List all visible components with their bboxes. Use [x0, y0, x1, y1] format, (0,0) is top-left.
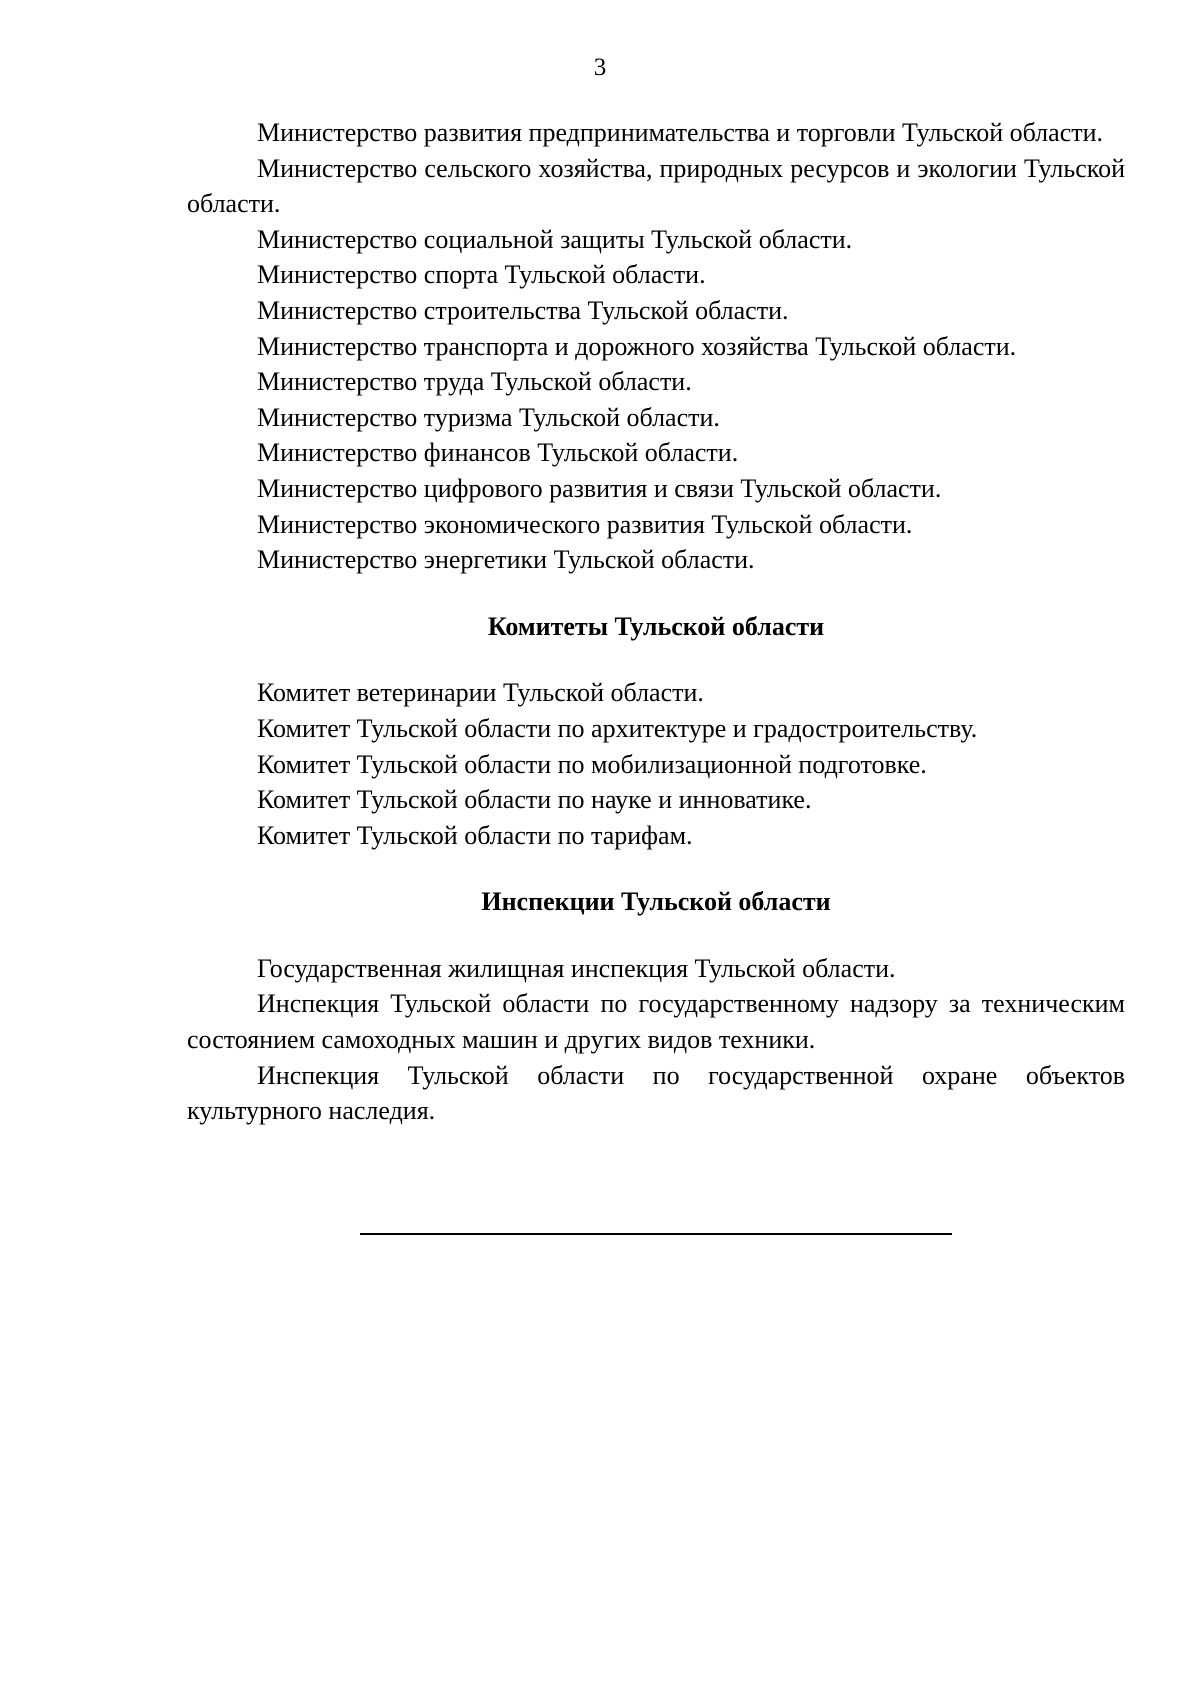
ministry-item: Министерство труда Тульской области.	[257, 367, 692, 397]
inspection-item: Государственная жилищная инспекция Тульской области.	[257, 953, 896, 983]
committee-item: Комитет Тульской области по тарифам.	[257, 820, 693, 850]
inspections-heading: Инспекции Тульской области	[481, 887, 831, 917]
ministry-item: Министерство социальной защиты Тульской области.	[257, 224, 853, 254]
ministry-item: Министерство сельского хозяйства, природных ресурсов и экологии Тульской области.	[187, 153, 1125, 219]
inspection-item: Инспекция Тульской области по государственному надзору за техническим состоянием самоходных машин и других видов техники.	[187, 989, 1125, 1055]
ministry-item: Министерство финансов Тульской области.	[257, 438, 739, 468]
committee-item: Комитет Тульской области по науке и инноватике.	[257, 785, 812, 815]
inspection-item: Инспекция Тульской области по государственной охране объектов культурного наследия.	[187, 1060, 1125, 1126]
ministry-item: Министерство спорта Тульской области.	[257, 260, 706, 290]
end-divider	[360, 1233, 952, 1235]
inspections-list	[187, 951, 1125, 1129]
page-number: 3	[593, 54, 607, 81]
committee-item: Комитет ветеринарии Тульской области.	[257, 678, 704, 708]
ministry-item: Министерство цифрового развития и связи Тульской области.	[257, 473, 942, 503]
committees-list	[187, 675, 1125, 853]
committee-item: Комитет Тульской области по архитектуре и градостроительству.	[257, 713, 978, 743]
document-body	[187, 115, 1125, 1129]
ministry-item: Министерство экономического развития Тульской области.	[257, 509, 913, 539]
ministry-item: Министерство транспорта и дорожного хозяйства Тульской области.	[257, 331, 1017, 361]
ministry-item: Министерство развития предпринимательства и торговли Тульской области.	[257, 118, 1104, 147]
ministry-item: Министерство туризма Тульской области.	[257, 402, 720, 432]
committee-item: Комитет Тульской области по мобилизационной подготовке.	[257, 749, 927, 779]
ministry-item: Министерство строительства Тульской области.	[257, 295, 789, 325]
committees-heading: Комитеты Тульской области	[487, 611, 825, 641]
ministry-item: Министерство энергетики Тульской области.	[257, 545, 755, 575]
